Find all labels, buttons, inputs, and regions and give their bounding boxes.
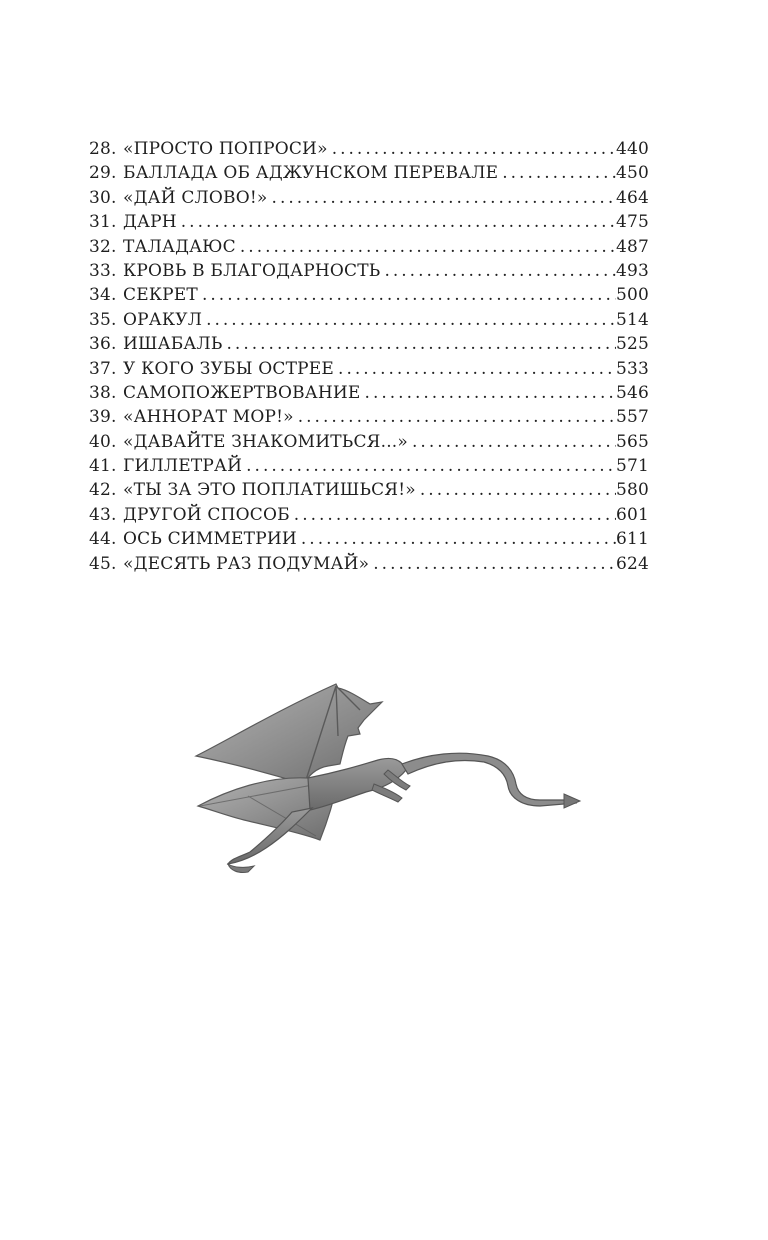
toc-entry-number: 45.	[89, 553, 117, 574]
toc-entry[interactable]	[89, 308, 649, 332]
toc-entry-page: 525	[615, 334, 649, 355]
toc-entry[interactable]	[89, 332, 649, 356]
toc-entry[interactable]	[89, 552, 649, 576]
toc-dot-leader	[290, 503, 616, 527]
toc-entry-number: 31.	[89, 212, 117, 233]
toc-entry[interactable]	[89, 430, 649, 454]
toc-entry-page: 611	[615, 529, 649, 550]
toc-entry[interactable]	[89, 478, 649, 502]
toc-entry-title: «ДЕСЯТЬ РАЗ ПОДУМАЙ»	[123, 553, 370, 574]
toc-entry-number: 39.	[89, 407, 117, 428]
toc-entry-title: СЕКРЕТ	[123, 285, 198, 306]
toc-entry-number: 34.	[89, 285, 117, 306]
dragon-illustration	[188, 680, 584, 880]
toc-entry-page: 533	[615, 358, 649, 379]
toc-entry-page: 624	[615, 553, 649, 574]
toc-entry-number: 29.	[89, 163, 117, 184]
toc-entry-number: 30.	[89, 187, 117, 208]
toc-dot-leader	[236, 235, 616, 259]
toc-dot-leader	[334, 357, 616, 381]
toc-entry-title: «ДАВАЙТЕ ЗНАКОМИТЬСЯ...»	[123, 431, 409, 452]
toc-entry-number: 33.	[89, 260, 117, 281]
toc-entry[interactable]	[89, 357, 649, 381]
toc-entry-title: «АННОРАТ МОР!»	[123, 407, 294, 428]
toc-entry[interactable]	[89, 503, 649, 527]
toc-dot-leader	[202, 308, 616, 332]
toc-dot-leader	[242, 454, 616, 478]
toc-entry-number: 40.	[89, 431, 117, 452]
toc-entry-page: 514	[615, 309, 649, 330]
toc-entry-title: ТАЛАДАЮС	[123, 236, 236, 257]
toc-entry[interactable]	[89, 405, 649, 429]
toc-entry-page: 475	[615, 212, 649, 233]
toc-dot-leader	[268, 186, 616, 210]
toc-dot-leader	[294, 405, 616, 429]
toc-entry-title: ОСЬ СИММЕТРИИ	[123, 529, 297, 550]
toc-entry[interactable]	[89, 527, 649, 551]
toc-dot-leader	[198, 283, 616, 307]
toc-dot-leader	[177, 210, 616, 234]
toc-entry[interactable]	[89, 259, 649, 283]
toc-entry-title: ДРУГОЙ СПОСОБ	[123, 504, 290, 525]
toc-entry-number: 36.	[89, 334, 117, 355]
toc-dot-leader	[380, 259, 616, 283]
toc-entry-title: «ДАЙ СЛОВО!»	[123, 187, 268, 208]
toc-dot-leader	[408, 430, 616, 454]
toc-entry-number: 41.	[89, 456, 117, 477]
toc-entry-title: БАЛЛАДА ОБ АДЖУНСКОМ ПЕРЕВАЛЕ	[123, 163, 499, 184]
toc-entry-page: 601	[615, 504, 649, 525]
toc-dot-leader	[361, 381, 616, 405]
toc-dot-leader	[328, 137, 616, 161]
toc-entry[interactable]	[89, 137, 649, 161]
toc-entry-page: 464	[615, 187, 649, 208]
toc-entry-title: ДАРН	[123, 212, 177, 233]
toc-entry-number: 42.	[89, 480, 117, 501]
toc-entry-page: 546	[615, 382, 649, 403]
toc-entry-number: 38.	[89, 382, 117, 403]
toc-entry[interactable]	[89, 210, 649, 234]
toc-entry[interactable]	[89, 381, 649, 405]
toc-dot-leader	[369, 552, 616, 576]
toc-entry-number: 32.	[89, 236, 117, 257]
toc-entry-page: 493	[615, 260, 649, 281]
toc-entry-page: 565	[615, 431, 649, 452]
toc-entry-title: У КОГО ЗУБЫ ОСТРЕЕ	[123, 358, 335, 379]
toc-entry-number: 44.	[89, 529, 117, 550]
toc-dot-leader	[498, 161, 616, 185]
toc-entry-title: «ТЫ ЗА ЭТО ПОПЛАТИШЬСЯ!»	[123, 480, 416, 501]
toc-entry-number: 37.	[89, 358, 117, 379]
toc-dot-leader	[416, 478, 616, 502]
toc-entry-page: 580	[615, 480, 649, 501]
toc-entry-title: ИШАБАЛЬ	[123, 334, 223, 355]
table-of-contents	[89, 137, 649, 576]
toc-entry[interactable]	[89, 235, 649, 259]
toc-entry[interactable]	[89, 454, 649, 478]
toc-entry-number: 35.	[89, 309, 117, 330]
toc-entry-page: 450	[615, 163, 649, 184]
toc-entry-page: 557	[615, 407, 649, 428]
toc-entry-title: КРОВЬ В БЛАГОДАРНОСТЬ	[123, 260, 381, 281]
toc-entry-page: 487	[615, 236, 649, 257]
toc-entry-page: 500	[615, 285, 649, 306]
toc-dot-leader	[297, 527, 616, 551]
toc-entry-title: САМОПОЖЕРТВОВАНИЕ	[123, 382, 361, 403]
toc-entry[interactable]	[89, 283, 649, 307]
toc-entry-title: ОРАКУЛ	[123, 309, 203, 330]
toc-entry-title: «ПРОСТО ПОПРОСИ»	[123, 139, 328, 159]
toc-entry-page: 571	[615, 456, 649, 477]
toc-entry[interactable]	[89, 186, 649, 210]
dragon-icon	[188, 680, 584, 880]
toc-entry-number: 43.	[89, 504, 117, 525]
toc-entry[interactable]	[89, 161, 649, 185]
toc-entry-number: 28.	[89, 139, 117, 159]
toc-entry-title: ГИЛЛЕТРАЙ	[123, 456, 243, 477]
toc-entry-page: 440	[615, 139, 649, 159]
toc-dot-leader	[223, 332, 616, 356]
